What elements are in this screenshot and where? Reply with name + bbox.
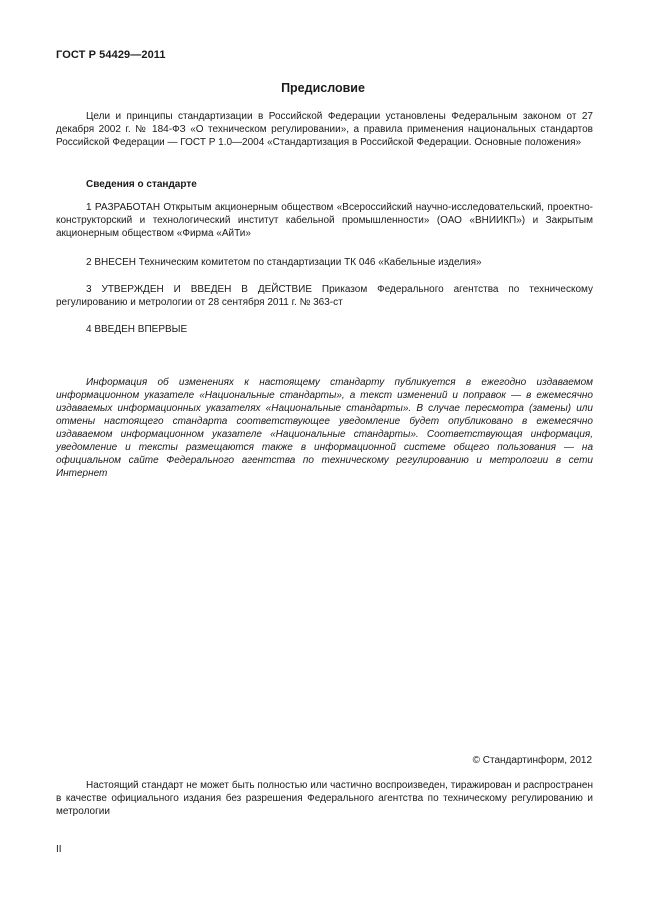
- item-developed: 1 РАЗРАБОТАН Открытым акционерным обществом «Всероссийский научно-исследовательский, проектно-конструкторский и технологический институт кабельной промышленности» (ОАО «ВНИИКП») и Закрытым акционерным обществом «Фирма «АйТи»: [56, 202, 593, 239]
- page-number: II: [56, 844, 62, 855]
- document-id-header: ГОСТ Р 54429—2011: [56, 49, 166, 61]
- section-heading: Сведения о стандарте: [86, 179, 197, 190]
- item-approved: 3 УТВЕРЖДЕН И ВВЕДЕН В ДЕЙСТВИЕ Приказом Федерального агентства по техническому регулированию и метрологии от 28 сентября 2011 г. № 363-ст: [56, 284, 593, 308]
- reproduction-notice: Настоящий стандарт не может быть полностью или частично воспроизведен, тиражирован и распространен в качестве официального издания без разрешения Федерального агентства по техническому регулированию и метрологии: [56, 780, 593, 817]
- item-first-introduced: 4 ВВЕДЕН ВПЕРВЫЕ: [86, 324, 188, 335]
- change-information-notice: Информация об изменениях к настоящему стандарту публикуется в ежегодно издаваемом информационном указателе «Национальные стандарты», а текст изменений и поправок — в ежемесячно издаваемых информационных указателях «Национальные стандарты». В случае пересмотра (замены) или отмены настоящего стандарта соответствующее уведомление будет опубликовано в ежемесячно издаваемом информационном указателе «Национальные стандарты». Соответствующая информация, уведомление и тексты размещаются также в информационной системе общего пользования — на официальном сайте Федерального агентства по техническому регулированию и метрологии в сети Интернет: [56, 377, 593, 479]
- page-title: Предисловие: [281, 81, 365, 95]
- intro-paragraph: Цели и принципы стандартизации в Российской Федерации установлены Федеральным законом от 27 декабря 2002 г. № 184-ФЗ «О техническом регулировании», а правила применения национальных стандартов Российской Федерации — ГОСТ Р 1.0—2004 «Стандартизация в Российской Федерации. Основные положения»: [56, 111, 593, 148]
- item-submitted: 2 ВНЕСЕН Техническим комитетом по стандартизации ТК 046 «Кабельные изделия»: [86, 257, 482, 268]
- copyright-line: © Стандартинформ, 2012: [472, 755, 592, 766]
